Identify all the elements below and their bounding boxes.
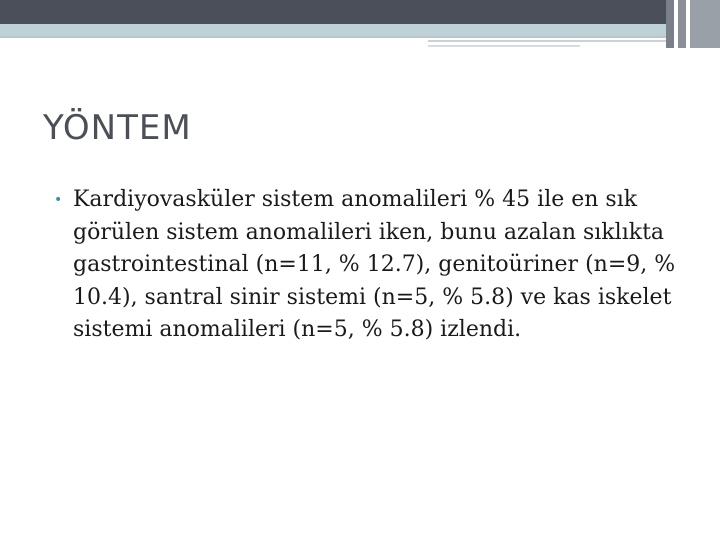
bullet-item xyxy=(54,184,684,347)
bullet-text: Kardiyovasküler sistem anomalileri % 45 ile en sık görülen sistem anomalileri iken, bunu azalan sıklıkta gastrointestinal (n=11, % 12.7), genitoüriner (n=9, % 10.4), santral sinir sistemi (n=5, % 5.8) ve kas iskelet sistemi anomalileri (n=5, % 5.8) izlendi. xyxy=(73,187,676,342)
header-divider-line xyxy=(0,36,720,38)
header-corner-decoration xyxy=(666,0,720,48)
bullet-icon: • xyxy=(54,192,63,208)
slide-title: YÖNTEM xyxy=(43,108,192,148)
header-decor-line-short xyxy=(428,45,580,47)
header-decor-line xyxy=(428,40,668,42)
bullet-list xyxy=(54,184,684,347)
header-accent-band xyxy=(0,24,720,36)
header-band xyxy=(0,0,720,24)
